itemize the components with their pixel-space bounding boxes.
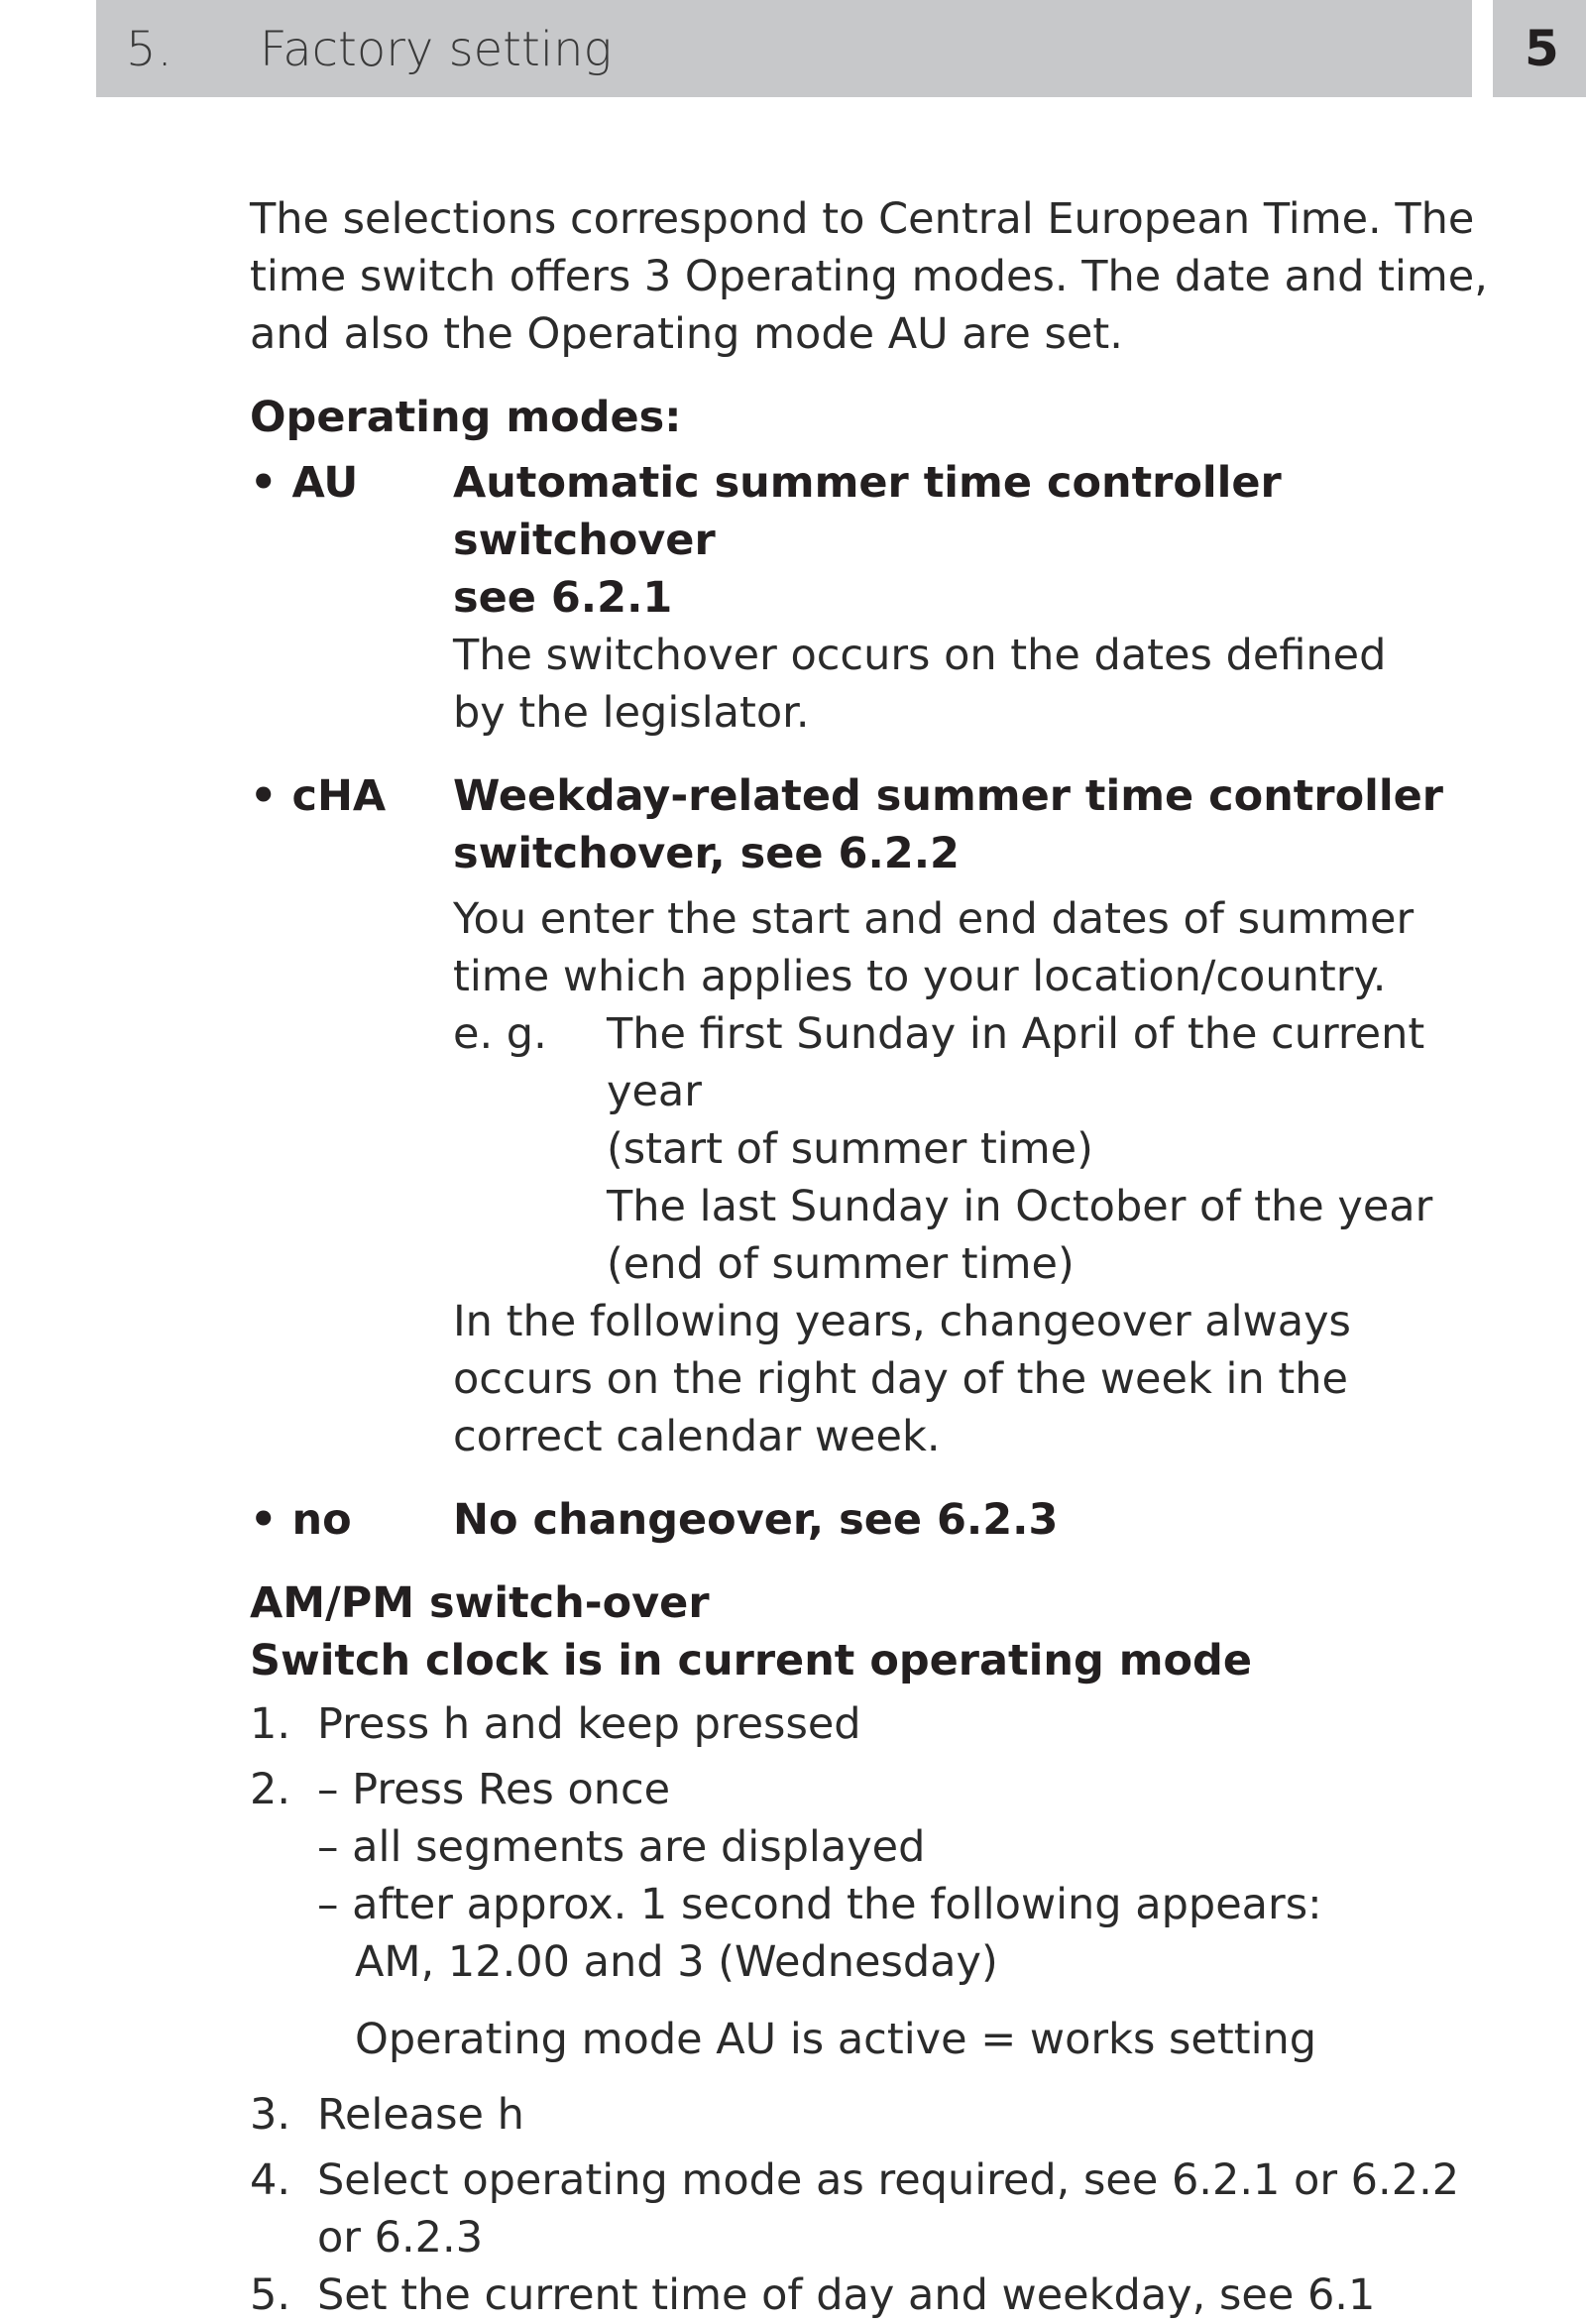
mode-cha-key: • cHA	[250, 771, 387, 821]
mode-no-key: • no	[250, 1495, 352, 1545]
section-header	[96, 0, 1472, 97]
section-number: 5.	[126, 22, 173, 77]
mode-cha-following: In the following years, changeover always occurs on the right day of the week in the correct calendar week.	[453, 1297, 1351, 1461]
mode-cha-example	[453, 1005, 1499, 1293]
step-number: 1.	[250, 1699, 291, 1749]
step-number: 5.	[250, 2270, 291, 2320]
step-3	[250, 2086, 1499, 2144]
step-text: Select operating mode as required, see 6.2.1 or 6.2.2 or 6.2.3	[317, 2155, 1460, 2263]
chapter-tab	[1493, 0, 1586, 97]
operating-modes-heading: Operating modes:	[250, 393, 682, 442]
step-1	[250, 1695, 1499, 1753]
example-label: e. g.	[453, 1009, 547, 1059]
mode-au-description: The switchover occurs on the dates defined by the legislator.	[453, 631, 1387, 738]
mode-cha-title-line2: switchover, see 6.2.2	[453, 829, 960, 878]
step-text: Set the current time of day and weekday, see 6.1	[317, 2270, 1376, 2320]
mode-au-key: • AU	[250, 458, 359, 508]
mode-cha-description: You enter the start and end dates of summer time which applies to your location/country.	[453, 894, 1415, 1001]
step-2-sub-1: – all segments are displayed	[317, 1822, 926, 1872]
step-number: 4.	[250, 2155, 291, 2205]
example-line-4: (end of summer time)	[607, 1239, 1075, 1289]
page-content	[250, 190, 1499, 2324]
intro-paragraph: The selections correspond to Central European Time. The time switch offers 3 Operating modes. The date and time, and also the Operating mode AU are set.	[250, 194, 1488, 359]
mode-au	[250, 454, 1499, 742]
example-line-2: (start of summer time)	[607, 1124, 1093, 1174]
step-5	[250, 2266, 1499, 2324]
mode-no-title: No changeover, see 6.2.3	[453, 1495, 1059, 1545]
mode-cha-title-line1: Weekday-related summer time controller	[453, 771, 1443, 821]
step-text: Release h	[317, 2090, 524, 2140]
step-2-sub-2: – after approx. 1 second the following appears:	[317, 1880, 1322, 1929]
example-line-1: The first Sunday in April of the current year	[607, 1009, 1425, 1116]
step-2-note: Operating mode AU is active = works setting	[355, 2015, 1317, 2064]
mode-au-title-line1: Automatic summer time controller switchover	[453, 458, 1282, 565]
mode-no	[250, 1491, 1499, 1549]
step-number: 2.	[250, 1765, 291, 1814]
chapter-tab-number: 5	[1525, 20, 1559, 77]
step-number: 3.	[250, 2090, 291, 2140]
example-line-3: The last Sunday in October of the year	[607, 1182, 1433, 1231]
step-2	[250, 1761, 1499, 1818]
mode-au-title-line2: see 6.2.1	[453, 573, 673, 623]
section-title: Factory setting	[260, 22, 613, 77]
ampm-heading: AM/PM switch-over	[250, 1578, 710, 1628]
step-text: Press h and keep pressed	[317, 1699, 861, 1749]
mode-cha	[250, 767, 1499, 1465]
step-text: – Press Res once	[317, 1765, 671, 1814]
step-2-sub-3: AM, 12.00 and 3 (Wednesday)	[355, 1937, 998, 1987]
step-4	[250, 2151, 1499, 2266]
ampm-subheading: Switch clock is in current operating mode	[250, 1636, 1252, 1685]
